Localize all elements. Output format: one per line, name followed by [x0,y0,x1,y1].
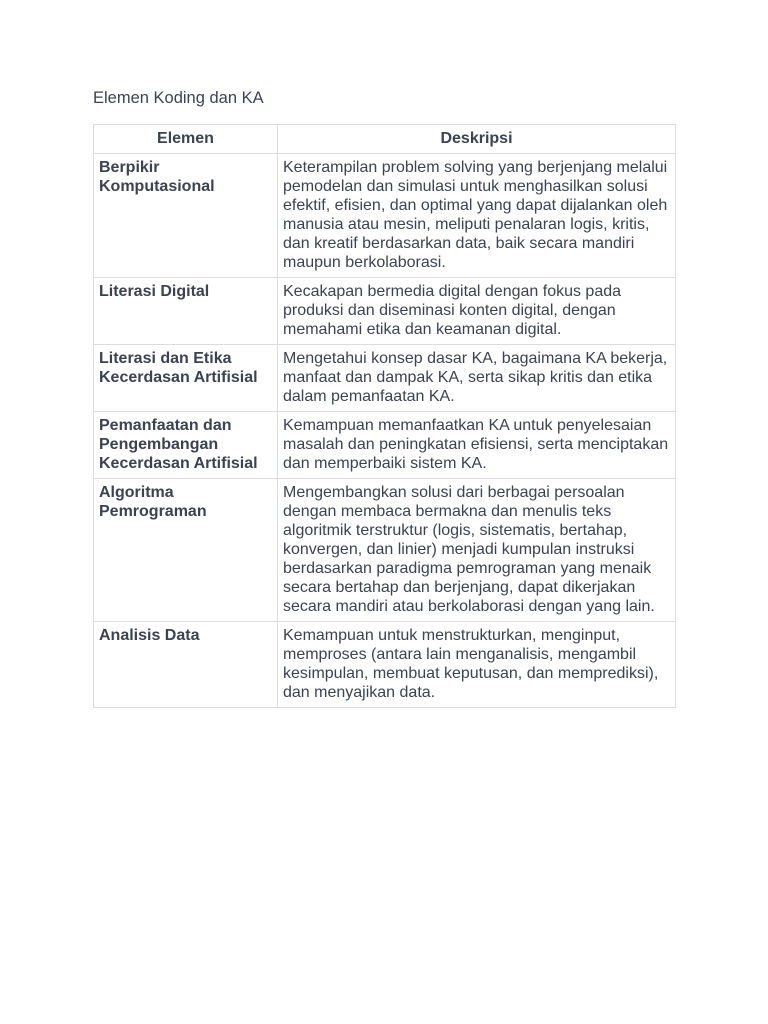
table-row [94,278,676,345]
element-name-cell: Analisis Data [94,622,278,708]
element-description-cell: Mengetahui konsep dasar KA, bagaimana KA bekerja, manfaat dan dampak KA, serta sikap kritis dan etika dalam pemanfaatan KA. [278,345,676,412]
element-description-cell: Kecakapan bermedia digital dengan fokus pada produksi dan diseminasi konten digital, dengan memahami etika dan keamanan digital. [278,278,676,345]
element-description-cell: Kemampuan untuk menstrukturkan, menginput, memproses (antara lain menganalisis, mengambil kesimpulan, membuat keputusan, dan memprediksi), dan menyajikan data. [278,622,676,708]
element-description-cell: Keterampilan problem solving yang berjenjang melalui pemodelan dan simulasi untuk menghasilkan solusi efektif, efisien, dan optimal yang dapat dijalankan oleh manusia atau mesin, meliputi penalaran logis, kritis, dan kreatif berdasarkan data, baik secara mandiri maupun berkolaborasi. [278,154,676,278]
table-row [94,479,676,622]
element-name-cell: Berpikir Komputasional [94,154,278,278]
table-row [94,345,676,412]
element-name-cell: Literasi Digital [94,278,278,345]
element-name-cell: Algoritma Pemrograman [94,479,278,622]
document-title: Elemen Koding dan KA [93,89,264,107]
table-header-row [94,125,676,154]
column-header-deskripsi: Deskripsi [278,125,676,154]
elements-table [93,124,676,708]
table-row [94,622,676,708]
element-name-cell: Literasi dan Etika Kecerdasan Artifisial [94,345,278,412]
element-name-cell: Pemanfaatan dan Pengembangan Kecerdasan Artifisial [94,412,278,479]
element-description-cell: Mengembangkan solusi dari berbagai persoalan dengan membaca bermakna dan menulis teks algoritmik terstruktur (logis, sistematis, bertahap, konvergen, dan linier) menjadi kumpulan instruksi berdasarkan paradigma pemrograman yang menaik secara bertahap dan berjenjang, dapat dikerjakan secara mandiri atau berkolaborasi dengan yang lain. [278,479,676,622]
element-description-cell: Kemampuan memanfaatkan KA untuk penyelesaian masalah dan peningkatan efisiensi, serta menciptakan dan memperbaiki sistem KA. [278,412,676,479]
table-row [94,412,676,479]
table-row [94,154,676,278]
column-header-elemen: Elemen [94,125,278,154]
